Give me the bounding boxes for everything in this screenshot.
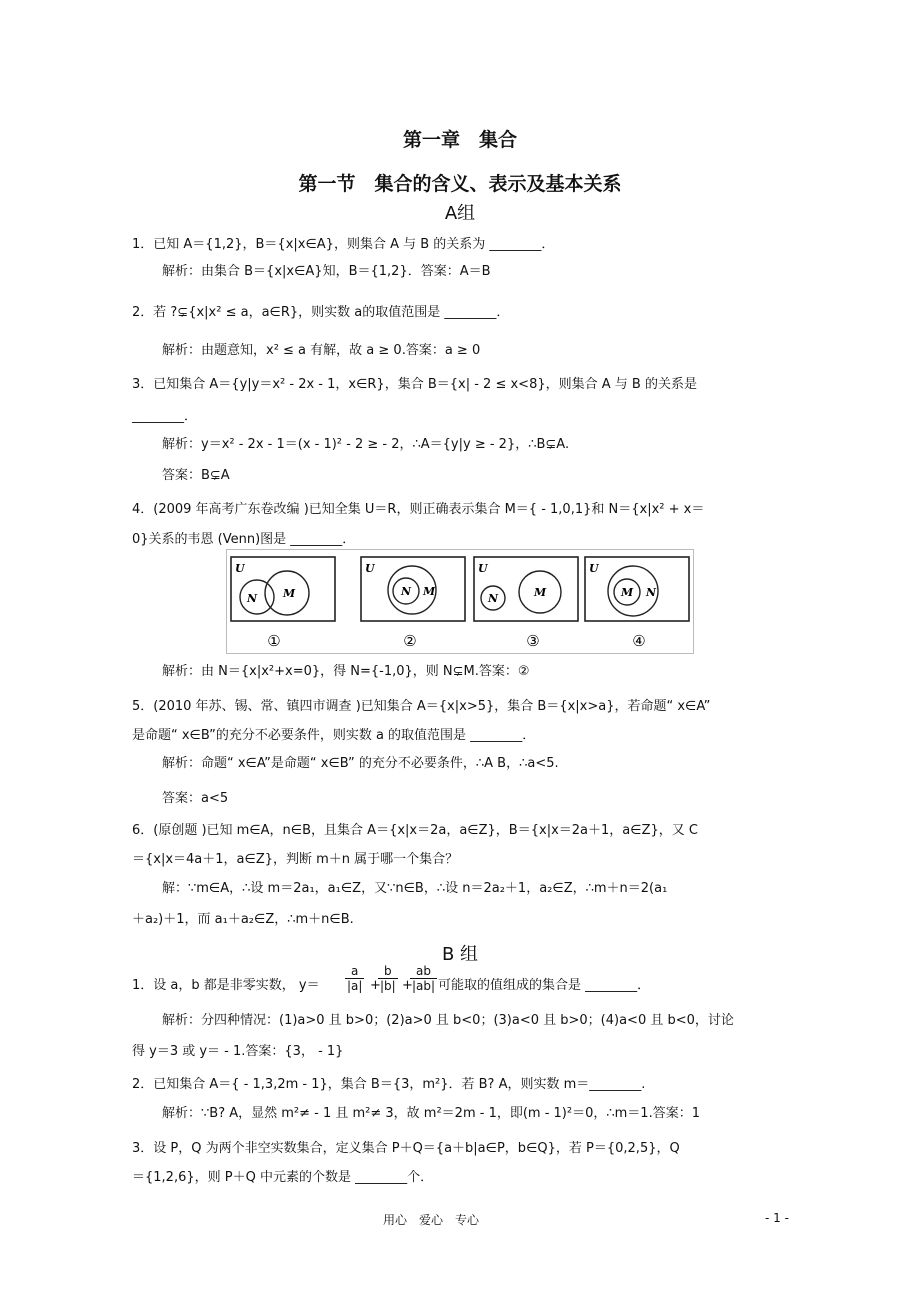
a-q5-line2: 是命题“ x∈B”的充分不必要条件，则实数 a 的取值范围是 ________． xyxy=(132,728,536,743)
a-q6-line2: ＝{x|x＝4a＋1，a∈Z}，判断 m＋n 属于哪一个集合？ xyxy=(132,852,459,867)
venn-option-1 xyxy=(231,557,335,650)
venn-2-option-label: ② xyxy=(403,632,417,650)
a-q6-solution-1: 解：∵m∈A，∴设 m＝2a₁，a₁∈Z，又∵n∈B，∴设 n＝2a₂＋1，a₂∈Z，∴m＋n＝2(a₁ xyxy=(162,881,668,896)
b-q1-f1-numerator: a xyxy=(345,964,364,979)
venn-3-n-label: N xyxy=(488,592,499,605)
venn-3-option-label: ③ xyxy=(526,632,540,650)
b-q1-f3-denominator: |ab| xyxy=(412,979,436,993)
venn-figure xyxy=(226,549,694,654)
venn-diagrams xyxy=(227,550,693,653)
venn-1-n-label: N xyxy=(247,592,258,605)
a-q4-solution: 解析：由 N＝{x|x²+x=0}，得 N={-1,0}，则 N⊊M.答案：② xyxy=(162,664,530,679)
venn-2-m-label: M xyxy=(423,585,436,598)
venn-option-3 xyxy=(474,557,578,650)
b-q1-plus-2: + xyxy=(402,978,413,993)
a-q1-solution: 解析：由集合 B＝{x|x∈A}知，B＝{1,2}．答案：A＝B xyxy=(162,264,491,279)
venn-1-u-label: U xyxy=(235,562,245,575)
footer-slogan: 用心 爱心 专心 xyxy=(383,1213,480,1227)
a-q6-line1: 6．(原创题 )已知 m∈A，n∈B，且集合 A＝{x|x＝2a，a∈Z}，B＝{x|x＝2a＋1，a∈Z}，又 C xyxy=(132,823,698,838)
b-q1-fraction-1 xyxy=(345,964,364,993)
b-q1-fraction-3 xyxy=(410,964,437,993)
b-q1-f2-denominator: |b| xyxy=(380,979,396,993)
a-q2: 2．若 ?⊊{x|x² ≤ a，a∈R}，则实数 a的取值范围是 ________． xyxy=(132,305,510,320)
venn-2-n-label: N xyxy=(401,585,412,598)
a-q4-line2: 0}关系的韦恩 (Venn)图是 ________． xyxy=(132,532,356,547)
a-q3-answer: 答案：B⊊A xyxy=(162,468,230,483)
b-q1-fraction-2 xyxy=(378,964,398,993)
b-q1-f1-denominator: |a| xyxy=(347,979,363,993)
a-q3-line1: 3．已知集合 A＝{y|y＝x² - 2x - 1，x∈R}，集合 B＝{x| - 2 ≤ x<8}，则集合 A 与 B 的关系是 xyxy=(132,377,697,392)
venn-4-m-label: M xyxy=(621,586,634,599)
venn-1-option-label: ① xyxy=(267,632,281,650)
venn-4-n-label: N xyxy=(646,586,657,599)
venn-3-u-label: U xyxy=(478,562,488,575)
a-q2-solution: 解析：由题意知，x² ≤ a 有解，故 a ≥ 0.答案：a ≥ 0 xyxy=(162,343,481,358)
a-q6-solution-2: ＋a₂)＋1，而 a₁＋a₂∈Z，∴m＋n∈B. xyxy=(132,912,354,927)
a-q5-solution: 解析：命题“ x∈A”是命题“ x∈B” 的充分不必要条件，∴A B，∴a<5. xyxy=(162,756,559,771)
b-q1-suffix: 可能取的值组成的集合是 ________． xyxy=(438,978,651,993)
venn-option-2 xyxy=(361,557,465,650)
venn-1-m-label: M xyxy=(283,587,296,600)
b-q3-line1: 3．设 P，Q 为两个非空实数集合，定义集合 P＋Q＝{a＋b|a∈P，b∈Q}，若 P＝{0,2,5}，Q xyxy=(132,1141,680,1156)
b-q2-solution: 解析：∵B? A，显然 m²≠ - 1 且 m²≠ 3，故 m²＝2m - 1，即(m - 1)²＝0，∴m＝1.答案：1 xyxy=(162,1106,700,1121)
b-q1-solution-2: 得 y＝3 或 y＝ - 1.答案：{3， - 1} xyxy=(132,1044,344,1059)
a-q5-answer: 答案：a<5 xyxy=(162,791,229,806)
a-q3-line2: ________． xyxy=(132,409,198,424)
a-q5-line1: 5．(2010 年苏、锡、常、镇四市调查 )已知集合 A＝{x|x>5}，集合 B＝{x|x>a}，若命题“ x∈A” xyxy=(132,699,711,714)
a-q4-line1: 4．(2009 年高考广东卷改编 )已知全集 U＝R，则正确表示集合 M＝{ - 1,0,1}和 N＝{x|x² + x＝ xyxy=(132,502,705,517)
b-q1-solution-1: 解析：分四种情况：(1)a>0 且 b>0；(2)a>0 且 b<0；(3)a<0 且 b>0；(4)a<0 且 b<0，讨论 xyxy=(162,1013,734,1028)
chapter-title: 第一章 集合 xyxy=(402,129,517,151)
b-q1-f3-numerator: ab xyxy=(410,964,437,979)
a-q1: 1．已知 A＝{1,2}，B＝{x|x∈A}，则集合 A 与 B 的关系为 ________． xyxy=(132,237,555,252)
venn-3-m-label: M xyxy=(534,586,547,599)
venn-2-u-label: U xyxy=(365,562,375,575)
a-q3-solution: 解析：y＝x² - 2x - 1＝(x - 1)² - 2 ≥ - 2，∴A＝{y|y ≥ - 2}，∴B⊊A. xyxy=(162,437,570,452)
b-q3-line2: ＝{1,2,6}，则 P＋Q 中元素的个数是 ________个． xyxy=(132,1170,434,1185)
b-q1-prefix: 1．设 a，b 都是非零实数， y＝ xyxy=(132,978,320,993)
venn-option-4 xyxy=(585,557,689,650)
b-q1-f2-numerator: b xyxy=(378,964,398,979)
venn-4-u-label: U xyxy=(589,562,599,575)
venn-4-option-label: ④ xyxy=(632,632,646,650)
group-a-heading: A组 xyxy=(444,203,476,224)
venn-3-universe xyxy=(474,557,578,621)
group-b-heading: B 组 xyxy=(441,944,479,965)
section-title: 第一节 集合的含义、表示及基本关系 xyxy=(298,173,622,195)
page-number: - 1 - xyxy=(765,1211,789,1225)
b-q1-plus-1: + xyxy=(370,978,381,993)
b-q2: 2．已知集合 A＝{ - 1,3,2m - 1}，集合 B＝{3，m²}．若 B? A，则实数 m＝________. xyxy=(132,1077,646,1092)
